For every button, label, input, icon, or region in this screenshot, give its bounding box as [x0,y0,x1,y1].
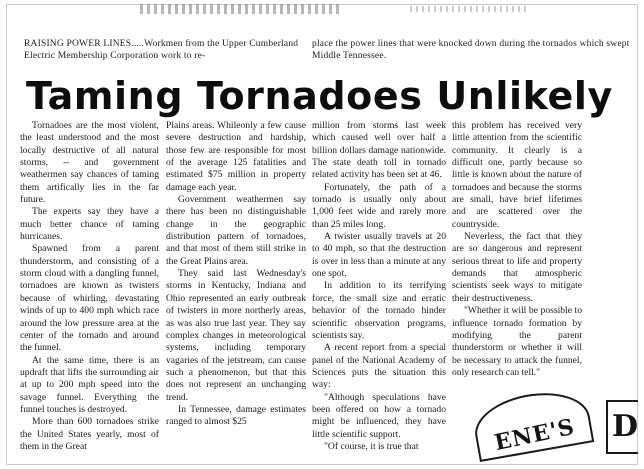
article-column-3 [312,120,446,455]
paragraph: A twister usually travels at 20 to 40 mph, so that the destruction is over in less than a minute at any one spot. [312,231,446,280]
paragraph: Tornadoes are the most violent, the least understood and the most locally destructive of all natural storms, -- and government weathermen say chances of taming them artifically lies in the far future. [20,120,159,206]
paragraph: "Whether it will be possible to influence tornado formation by modifying the parent thunderstorm or whether it will be necessary to attack the funnel, only research can tell." [452,305,582,378]
photo-caption-left: RAISING POWER LINES.....Workmen from the Upper Cumberland Electric Membership Corporation work to re- [24,39,299,61]
paragraph: million from storms last week which caused well over half a billion dollars damage nationwide. The state death toll in tornado related activity has been set at 46. [312,120,446,181]
print-bleed-marks-right [410,6,530,12]
paragraph: At the same time, there is an updraft that lifts the surrounding air at up to 200 mph speed into the savage funnel. Everything the funnel touches is destroyed. [20,354,159,415]
paragraph: this problem has received very little attention from the scientific community. It clearly is a difficult one, partly because so little is known about the nature of tornadoes and because the storms are small, have brief lifetimes and are scattered over the countryside. [452,120,582,230]
article-column-2 [166,120,306,455]
photo-caption-right: place the power lines that were knocked down during the tornados which swept Middle Tennessee. [312,39,630,61]
paragraph: "Although speculations have been offered on how a tornado might be influenced, they have little scientific support. [312,391,446,440]
paragraph: The experts say they have a much better chance of taming hurricanes. [20,206,159,243]
paragraph: Neverless, the fact that they are so dangerous and represent serious threat to life and property demands that atmospheric scientists seek ways to mitigate their destructiveness. [452,231,582,304]
paragraph: Government weathermen say there has been no distinguishable change in the geographic distribution pattern of tornadoes, and that most of them still strike in the Great Plains area. [166,194,306,267]
article-column-1 [20,120,159,455]
ad-side-letter: D [606,400,638,454]
article-headline: Taming Tornadoes Unlikely [26,74,613,118]
paragraph: In addition to its terrifying force, the small size and erratic behavior of the tornado hinder scientific observation programs, scientists say. [312,280,446,341]
ad-arched-text: ENE'S [492,413,578,457]
paragraph: More than 600 tornadoes strike the United States yearly, most of them in the Great [20,416,159,452]
paragraph: They said last Wednesday's storms in Kentucky, Indiana and Ohio represented an early outbreak of twisters in more northerly areas, as was also true last year. They say complex changes in meteorological systems, including temporary vagaries of the jetstream, can cause such a phenomenon, but that this does not represent an unchanging trend. [166,268,306,403]
advertisement-fragment [480,394,644,469]
paragraph: "Of course, it is true that [324,440,419,452]
paragraph: Fortunately, the path of a tornado is usually only about 1,000 feet wide and rarely more than 25 miles long. [312,181,446,230]
print-bleed-marks [140,4,340,14]
paragraph: In Tennessee, damage estimates ranged to almost $25 [166,403,306,428]
paragraph: Spawned from a parent thunderstorm, and consisting of a storm cloud with a dangling funnel, tornadoes are known as twisters because of whirling, devastating winds of up to 400 mph which race around the low pressure area at the center of the tornado and around the funnel. [20,243,159,354]
paragraph: A recent report from a special panel of the National Academy of Sciences puts the situation this way: [312,342,446,391]
paragraph: Plains areas. Whileonly a few cause severe destruction and hardship, those few are responsible for most of the average 125 fatalities and estimated $75 million in property damage each year. [166,120,306,193]
